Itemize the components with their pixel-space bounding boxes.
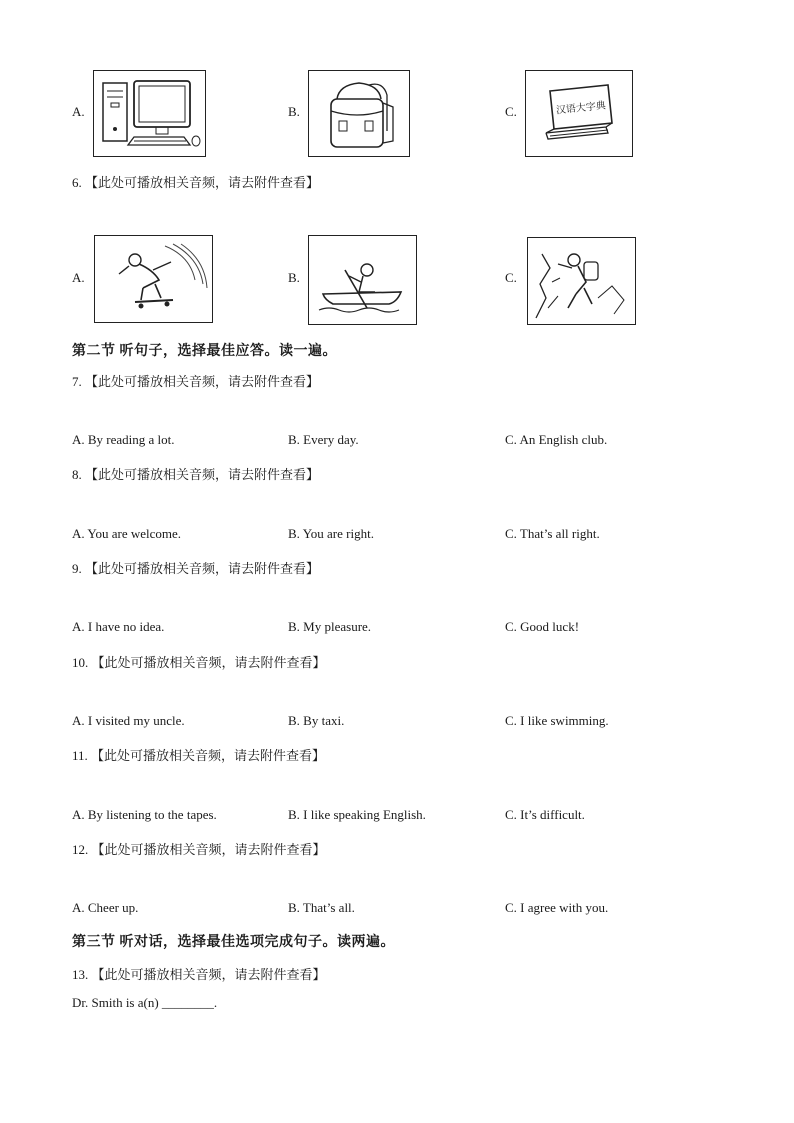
dictionary-image [525,70,633,157]
q11-option-a: A. By listening to the tapes. [72,807,217,822]
q9-option-c: C. Good luck! [505,619,580,634]
q6-option-a-label: A. [72,270,85,285]
q10-stem: 10. 【此处可播放相关音频，请去附件查看】 [72,655,326,670]
q8-option-a: A. You are welcome. [72,526,182,541]
skateboarding-image [94,235,213,323]
q5-option-b-label: B. [288,104,300,119]
schoolbag-image [308,70,410,157]
q10-option-a: A. I visited my uncle. [72,713,185,728]
q11-stem: 11. 【此处可播放相关音频，请去附件查看】 [72,748,326,763]
q11-option-c: C. It’s difficult. [505,807,585,822]
q7-option-a: A. By reading a lot. [72,432,175,447]
q6-option-b-label: B. [288,270,300,285]
q8-stem: 8. 【此处可播放相关音频，请去附件查看】 [72,467,320,482]
q13-sentence: Dr. Smith is a(n) ________. [72,995,218,1010]
q9-option-b: B. My pleasure. [288,619,372,634]
q6-option-c-label: C. [505,270,517,285]
q8-option-b: B. You are right. [288,526,374,541]
q7-stem: 7. 【此处可播放相关音频，请去附件查看】 [72,374,320,389]
q11-option-b: B. I like speaking English. [288,807,426,822]
climbing-image [527,237,636,325]
q12-stem: 12. 【此处可播放相关音频，请去附件查看】 [72,842,326,857]
q10-option-b: B. By taxi. [288,713,345,728]
q10-option-c: C. I like swimming. [505,713,609,728]
section-3-heading: 第三节 听对话，选择最佳选项完成句子。读两遍。 [72,935,395,950]
q12-option-a: A. Cheer up. [72,900,139,915]
dictionary-title: 汉语大字典 [555,100,607,117]
q7-option-b: B. Every day. [288,432,359,447]
section-2-heading: 第二节 听句子，选择最佳应答。读一遍。 [72,344,337,359]
rowing-boat-image [308,235,417,325]
q5-option-c-label: C. [505,104,517,119]
q8-option-c: C. That’s all right. [505,526,600,541]
q7-option-c: C. An English club. [505,432,608,447]
q9-option-a: A. I have no idea. [72,619,165,634]
q9-stem: 9. 【此处可播放相关音频，请去附件查看】 [72,561,320,576]
q6-stem: 6. 【此处可播放相关音频，请去附件查看】 [72,175,320,190]
q12-option-c: C. I agree with you. [505,900,609,915]
q12-option-b: B. That’s all. [288,900,355,915]
q13-stem: 13. 【此处可播放相关音频，请去附件查看】 [72,967,326,982]
computer-image [93,70,206,157]
q5-option-a-label: A. [72,104,85,119]
